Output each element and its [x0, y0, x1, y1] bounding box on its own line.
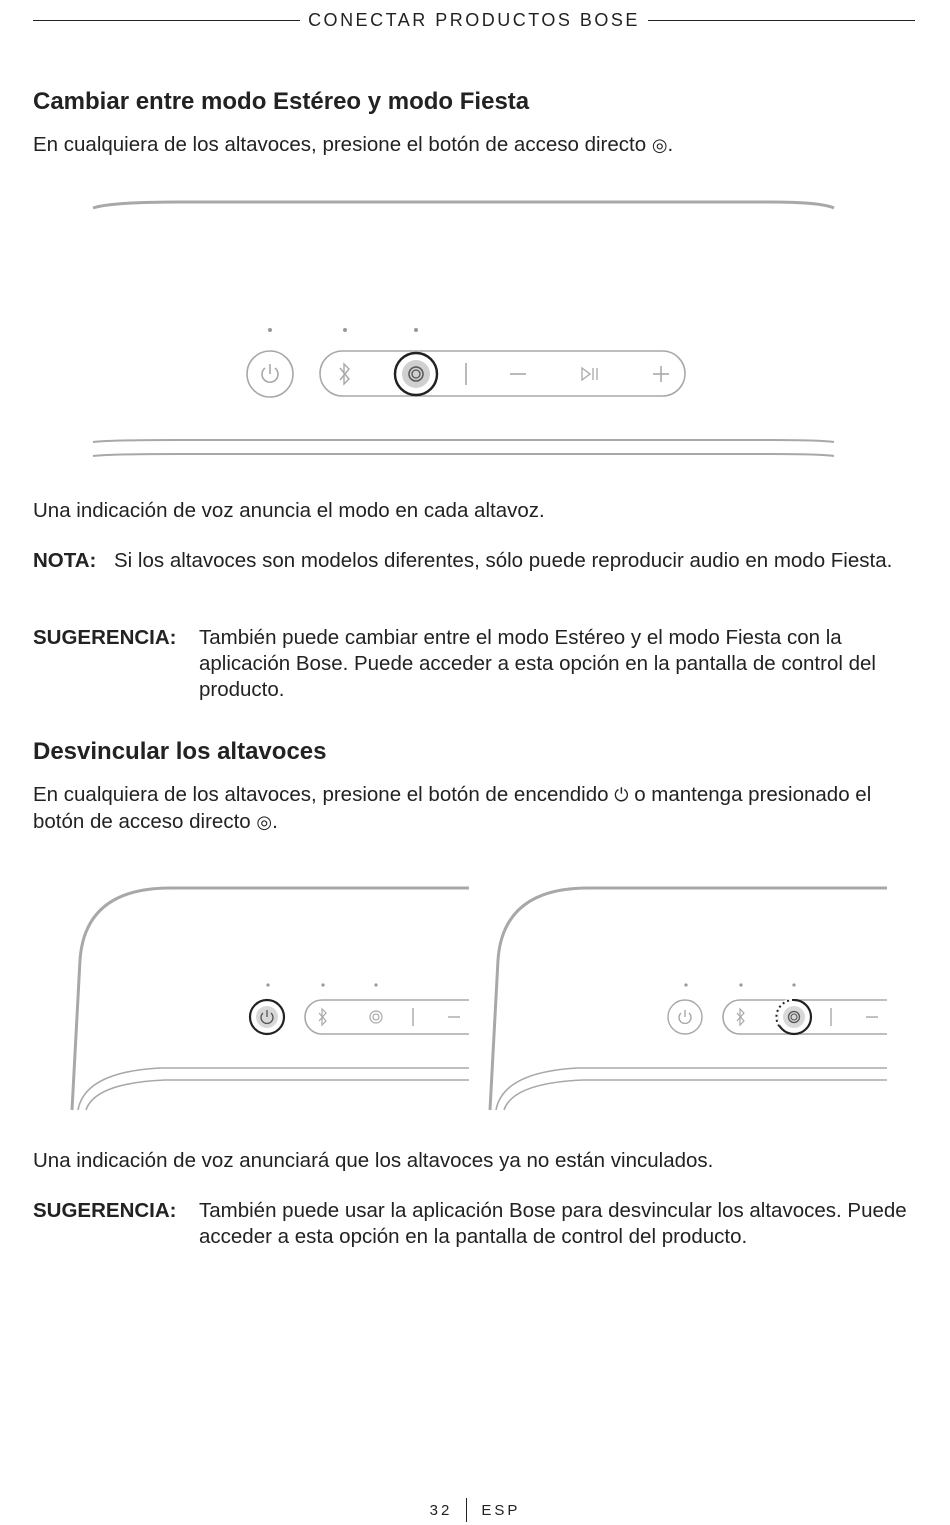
section2-intro-end: . — [272, 810, 278, 833]
left-speaker-drawing — [72, 888, 469, 1110]
shortcut-button-icon — [776, 1000, 811, 1034]
button-bar — [305, 1000, 469, 1034]
footer-separator — [466, 1498, 467, 1522]
led-dot — [343, 328, 347, 332]
led-dot — [321, 983, 324, 986]
power-button-icon: ⏻ — [614, 785, 629, 806]
power-button-icon — [668, 1000, 702, 1034]
tip-text: También puede usar la aplicación Bose para desvincular los altavoces. Puede acceder a esta opción en la pantalla de control del producto. — [199, 1199, 907, 1248]
section2-intro-part2: o mantenga presionado el botón de acceso directo — [33, 783, 872, 833]
language-code: ESP — [481, 1501, 521, 1519]
led-dot — [374, 983, 377, 986]
header-title: CONECTAR PRODUCTOS BOSE — [308, 9, 640, 30]
button-bar — [320, 351, 685, 396]
shortcut-button-icon — [395, 353, 437, 395]
section2-intro — [33, 782, 893, 836]
shortcut-button-icon: ◎ — [651, 135, 668, 156]
led-dot — [268, 328, 272, 332]
shortcut-button-icon: ◎ — [256, 812, 273, 833]
play-pause-icon — [582, 368, 597, 380]
section2-after-figure: Una indicación de voz anunciará que los altavoces ya no están vinculados. — [33, 1149, 714, 1172]
note-label: NOTA: — [33, 549, 97, 572]
page-header — [33, 8, 915, 32]
bluetooth-icon — [737, 1009, 744, 1025]
tip-label: SUGERENCIA: — [33, 626, 177, 649]
bluetooth-icon — [319, 1009, 326, 1025]
led-dot — [684, 983, 687, 986]
led-dot — [739, 983, 742, 986]
page-number: 32 — [429, 1501, 453, 1519]
tip-label: SUGERENCIA: — [33, 1199, 177, 1222]
shortcut-button-icon — [370, 1011, 382, 1023]
section1-intro-text: En cualquiera de los altavoces, presione el botón de acceso directo — [33, 133, 647, 156]
led-dot — [266, 983, 269, 986]
bluetooth-icon — [340, 364, 349, 384]
section1-intro — [33, 132, 673, 159]
unlink-speakers-figure — [0, 880, 950, 1120]
section1-tip — [33, 625, 918, 703]
section1-after-figure: Una indicación de voz anuncia el modo en cada altavoz. — [33, 499, 545, 522]
led-dot — [792, 983, 795, 986]
right-speaker-drawing — [490, 888, 887, 1110]
note-text: Si los altavoces son modelos diferentes, sólo puede reproducir audio en modo Fiesta. — [114, 549, 893, 572]
tip-text: También puede cambiar entre el modo Estéreo y el modo Fiesta con la aplicación Bose. Puede acceder a esta opción en la pantalla de control del producto. — [199, 626, 876, 701]
led-dot — [414, 328, 418, 332]
power-button-icon — [250, 1000, 284, 1034]
section2-tip — [33, 1198, 918, 1250]
header-rule-right — [648, 20, 915, 21]
power-button-icon — [247, 351, 293, 397]
header-rule-left — [33, 20, 300, 21]
speaker-top-view-figure — [0, 190, 950, 490]
section2-intro-part1: En cualquiera de los altavoces, presione el botón de encendido — [33, 783, 609, 806]
section1-heading: Cambiar entre modo Estéreo y modo Fiesta — [33, 88, 530, 115]
page-footer — [0, 1498, 950, 1522]
section1-note — [33, 548, 918, 574]
plus-icon — [653, 366, 669, 382]
section2-heading: Desvincular los altavoces — [33, 738, 327, 765]
section1-intro-end: . — [667, 133, 674, 156]
